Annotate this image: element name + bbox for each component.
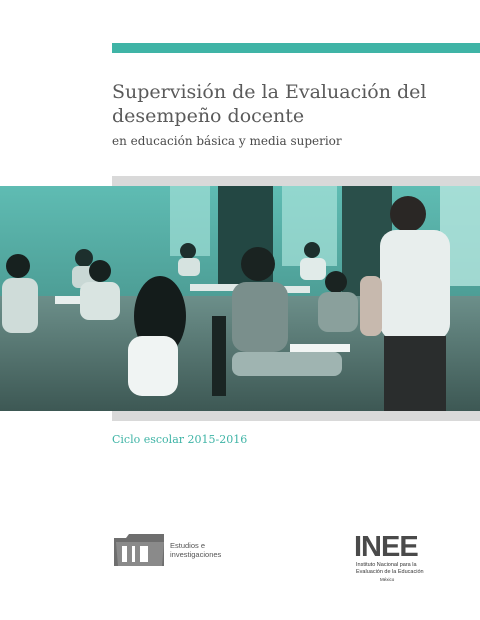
inee-logo xyxy=(352,530,432,588)
cover-photo xyxy=(0,186,480,411)
folder-icon xyxy=(112,532,168,570)
inee-acronym: INEE xyxy=(354,531,418,563)
school-cycle: Ciclo escolar 2015-2016 xyxy=(112,433,248,446)
photo-top-bar xyxy=(112,176,480,186)
series-label-line1: Estudios e xyxy=(170,541,206,550)
series-label-line2: investigaciones xyxy=(170,550,222,559)
inee-name-line2: Evaluación de la Educación xyxy=(356,569,424,575)
photo-bottom-bar xyxy=(112,411,480,421)
cover-subtitle: en educación básica y media superior xyxy=(112,134,342,148)
top-accent-bar xyxy=(112,43,480,53)
inee-name-line1: Instituto Nacional para la xyxy=(356,562,417,568)
series-label xyxy=(170,541,240,559)
cover-title: Supervisión de la Evaluación del desempeño docente xyxy=(112,81,427,127)
inee-country: México xyxy=(380,577,395,582)
